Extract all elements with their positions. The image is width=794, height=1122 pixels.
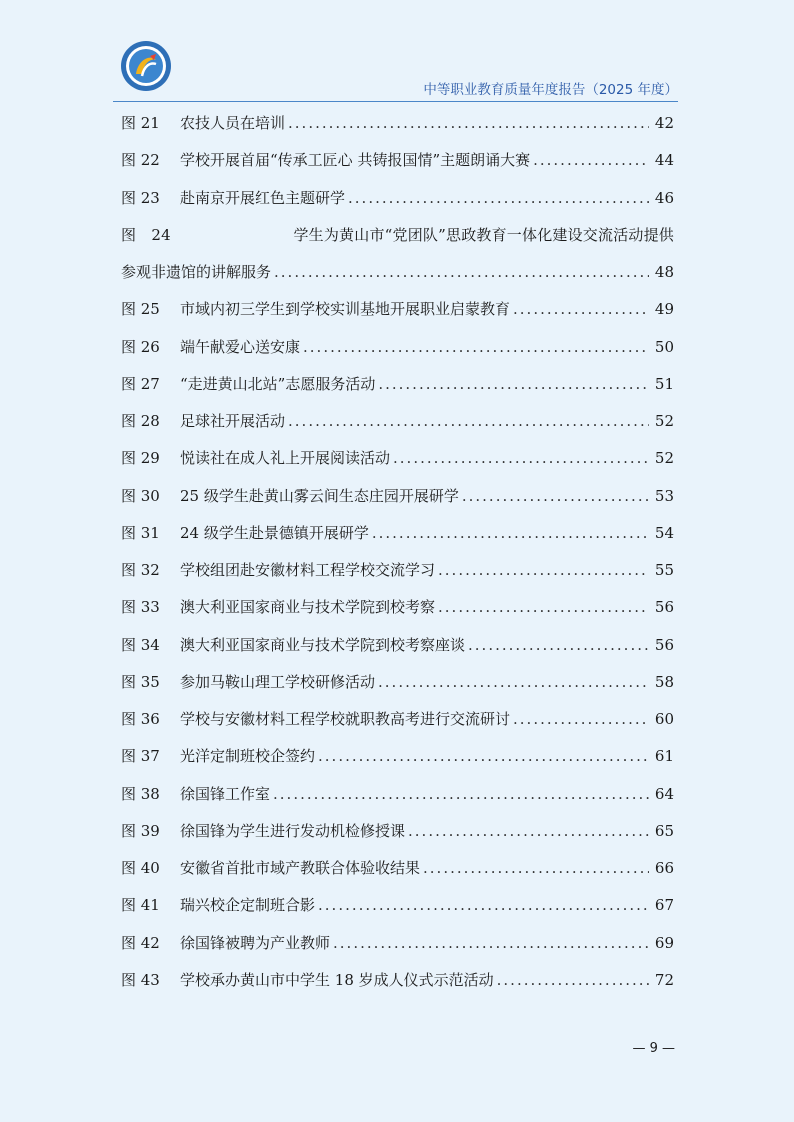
leader-dots — [288, 105, 649, 142]
figure-label: 图 22 — [121, 151, 160, 170]
figure-label: 图 29 — [121, 449, 160, 468]
page-footer-number: — 9 — — [632, 1041, 675, 1056]
figure-label: 图 26 — [121, 337, 160, 356]
page-number: 69 — [654, 933, 674, 952]
leader-dots — [273, 776, 649, 813]
figure-title: 澳大利亚国家商业与技术学院到校考察 — [180, 598, 436, 617]
report-header-title: 中等职业教育质量年度报告（2025 年度） — [423, 82, 678, 98]
figure-title: 徐国锋为学生进行发动机检修授课 — [180, 821, 406, 840]
figure-title: 农技人员在培训 — [180, 114, 286, 132]
leader-dots — [423, 850, 649, 887]
figure-title: “走进黄山北站”志愿服务活动 — [180, 374, 376, 393]
leader-dots — [533, 142, 649, 179]
toc-entry[interactable] — [121, 962, 674, 999]
leader-dots — [462, 478, 649, 515]
toc-entry[interactable] — [121, 813, 674, 850]
page-number: 65 — [654, 821, 674, 840]
leader-dots — [303, 329, 649, 366]
toc-entry[interactable] — [121, 776, 674, 813]
page-number: 60 — [654, 710, 674, 728]
figure-title: 澳大利亚国家商业与技术学院到校考察座谈 — [180, 635, 466, 654]
figure-title: 徐国锋被聘为产业教师 — [180, 933, 331, 952]
page-number: 54 — [654, 523, 674, 542]
figure-label: 图 25 — [121, 300, 160, 319]
leader-dots — [318, 887, 649, 924]
toc-entry[interactable] — [121, 440, 674, 477]
page-number: 49 — [654, 300, 674, 319]
figure-title: 徐国锋工作室 — [180, 784, 271, 803]
figure-label: 图 42 — [121, 933, 160, 952]
figure-label: 图 40 — [121, 859, 160, 877]
figure-label: 图 32 — [121, 561, 160, 579]
figure-title: 学校开展首届“传承工匠心 共铸报国情”主题朗诵大赛 — [180, 151, 531, 170]
toc-entry[interactable] — [121, 366, 674, 403]
toc-entry[interactable] — [121, 478, 674, 515]
figure-title: 端午献爱心送安康 — [180, 337, 301, 356]
leader-dots — [408, 813, 649, 850]
toc-entry[interactable] — [121, 180, 674, 217]
figure-label: 图 27 — [121, 374, 160, 393]
school-logo — [120, 40, 172, 92]
toc-entry[interactable] — [121, 738, 674, 775]
figure-list — [121, 105, 674, 999]
leader-dots — [288, 403, 649, 440]
page-number: 52 — [654, 449, 674, 468]
toc-entry[interactable] — [121, 105, 674, 142]
figure-title: 赴南京开展红色主题研学 — [180, 188, 346, 207]
figure-label: 图 37 — [121, 747, 160, 766]
toc-entry[interactable] — [121, 627, 674, 664]
figure-title: 悦读社在成人礼上开展阅读活动 — [180, 449, 391, 468]
figure-title: 足球社开展活动 — [180, 412, 286, 430]
page-number: 48 — [654, 263, 674, 281]
figure-label: 图 41 — [121, 896, 160, 915]
figure-title: 安徽省首批市域产教联合体验收结果 — [180, 859, 421, 877]
figure-label: 图 38 — [121, 784, 160, 803]
page-number: 53 — [654, 486, 674, 505]
leader-dots — [393, 440, 649, 477]
page-number: 42 — [654, 114, 674, 132]
toc-entry-wrapped-line2[interactable] — [121, 254, 674, 291]
figure-title-part1: 学生为黄山市“党团队”思政教育一体化建设交流活动提供 — [293, 225, 674, 244]
toc-entry[interactable] — [121, 589, 674, 626]
page-number: 64 — [654, 784, 674, 803]
toc-entry[interactable] — [121, 142, 674, 179]
toc-entry[interactable] — [121, 403, 674, 440]
figure-label: 图 28 — [121, 412, 160, 430]
leader-dots — [438, 589, 649, 626]
figure-label: 图 31 — [121, 523, 160, 542]
toc-entry[interactable] — [121, 552, 674, 589]
figure-label: 图 35 — [121, 672, 160, 691]
leader-dots — [372, 515, 649, 552]
toc-entry[interactable] — [121, 664, 674, 701]
toc-entry[interactable] — [121, 291, 674, 328]
figure-title: 瑞兴校企定制班合影 — [180, 896, 316, 915]
figure-label: 图 24 — [121, 225, 171, 244]
leader-dots — [333, 925, 649, 962]
page-number: 67 — [654, 896, 674, 915]
figure-title: 25 级学生赴黄山雾云间生态庄园开展研学 — [180, 486, 459, 505]
figure-title: 学校承办黄山市中学生 18 岁成人仪式示范活动 — [180, 970, 494, 989]
leader-dots — [318, 738, 649, 775]
toc-entry[interactable] — [121, 329, 674, 366]
toc-entry[interactable] — [121, 925, 674, 962]
leader-dots — [497, 962, 649, 999]
figure-title: 学校组团赴安徽材料工程学校交流学习 — [180, 561, 436, 579]
figure-label: 图 23 — [121, 188, 160, 207]
figure-label: 图 34 — [121, 635, 160, 654]
page-number: 50 — [654, 337, 674, 356]
leader-dots — [468, 627, 649, 664]
leader-dots — [378, 664, 649, 701]
figure-label: 图 36 — [121, 710, 160, 728]
figure-title: 学校与安徽材料工程学校就职教高考进行交流研讨 — [180, 710, 511, 728]
leader-dots — [438, 552, 649, 589]
page-number: 66 — [654, 859, 674, 877]
page-number: 56 — [654, 635, 674, 654]
header-divider — [113, 101, 678, 102]
figure-title: 参加马鞍山理工学校研修活动 — [180, 672, 376, 691]
figure-label: 图 30 — [121, 486, 160, 505]
toc-entry-wrapped-line1[interactable] — [121, 217, 674, 254]
page-number: 52 — [654, 412, 674, 430]
figure-title: 市域内初三学生到学校实训基地开展职业启蒙教育 — [180, 300, 511, 319]
toc-entry[interactable] — [121, 515, 674, 552]
leader-dots — [348, 180, 649, 217]
page-number: 72 — [654, 970, 674, 989]
figure-title: 24 级学生赴景德镇开展研学 — [180, 523, 369, 542]
page-number: 44 — [654, 151, 674, 170]
page-number: 46 — [654, 188, 674, 207]
page-number: 61 — [654, 747, 674, 766]
toc-entry[interactable] — [121, 887, 674, 924]
page-number: 51 — [654, 374, 674, 393]
figure-label: 图 33 — [121, 598, 160, 617]
toc-entry[interactable] — [121, 850, 674, 887]
figure-label: 图 21 — [121, 114, 160, 132]
leader-dots — [378, 366, 649, 403]
leader-dots — [513, 701, 649, 738]
page-number: 55 — [654, 561, 674, 579]
figure-title-part2: 参观非遗馆的讲解服务 — [121, 263, 272, 281]
leader-dots — [274, 254, 649, 291]
figure-label: 图 39 — [121, 821, 160, 840]
page-number: 58 — [654, 672, 674, 691]
page-number: 56 — [654, 598, 674, 617]
figure-label: 图 43 — [121, 970, 160, 989]
figure-title: 光洋定制班校企签约 — [180, 747, 316, 766]
toc-entry[interactable] — [121, 701, 674, 738]
leader-dots — [513, 291, 649, 328]
